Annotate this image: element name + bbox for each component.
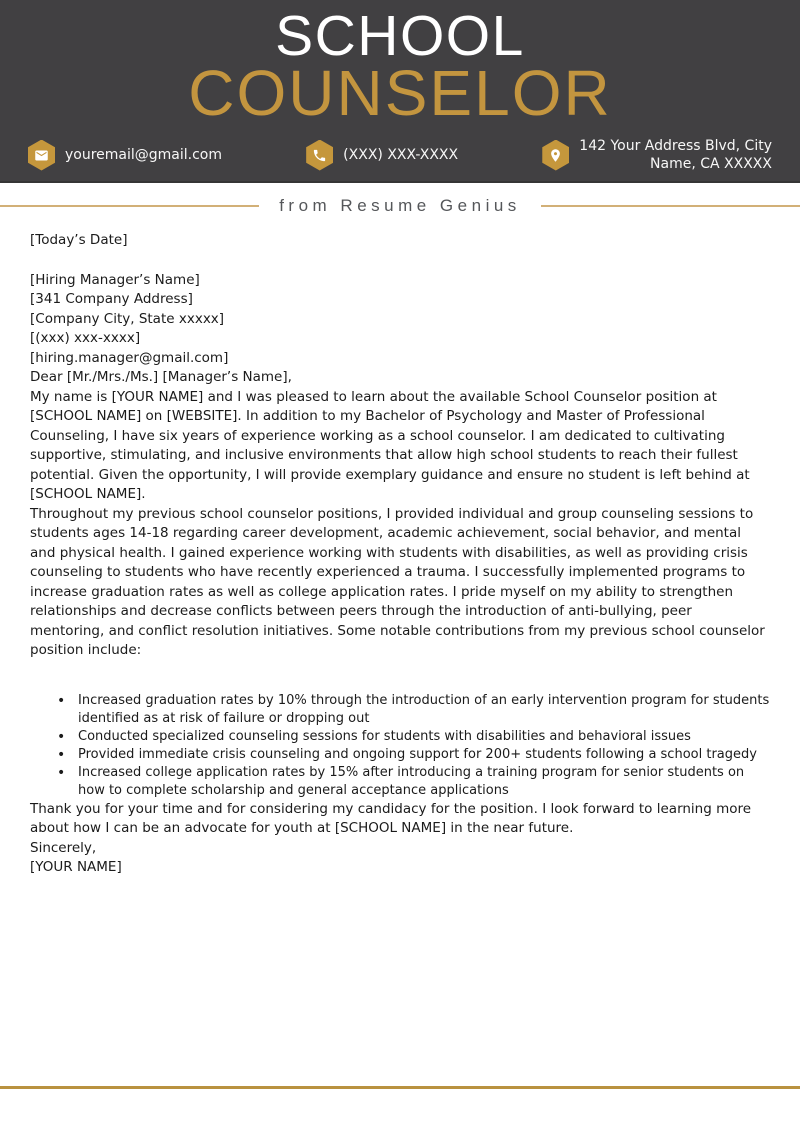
email-icon <box>28 140 55 171</box>
contact-row <box>0 137 800 173</box>
list-item: • Increased graduation rates by 10% through the introduction of an early intervention program for students identified as at risk of failure or dropping out <box>78 692 770 728</box>
list-item: • Provided immediate crisis counseling and ongoing support for 200+ students following a school tragedy <box>78 746 770 764</box>
letter-body <box>0 216 800 878</box>
divider-line-right <box>541 205 800 207</box>
salutation: Dear [Mr./Mrs./Ms.] [Manager’s Name], <box>30 369 292 385</box>
list-item: • Increased college application rates by 15% after introducing a training program for senior students on how to complete scholarship and general acceptance applications <box>78 764 770 800</box>
contact-phone <box>306 140 458 171</box>
contact-address-line1: 142 Your Address Blvd, City <box>579 138 772 154</box>
location-icon <box>542 140 569 171</box>
brand-divider <box>0 196 800 216</box>
divider-line-left <box>0 205 259 207</box>
date-line: [Today’s Date] <box>30 232 128 248</box>
contact-address-text <box>579 137 772 173</box>
recipient-block <box>30 271 770 369</box>
contact-phone-text: (XXX) XXX-XXXX <box>343 147 459 163</box>
achievement-list <box>30 692 770 800</box>
recipient-city-line: [Company City, State xxxxx] <box>30 310 225 327</box>
recipient-email-line: [hiring.manager@gmail.com] <box>30 349 229 366</box>
contact-address-line2: Name, CA XXXXX <box>650 156 772 172</box>
closing-paragraph: Thank you for your time and for considering my candidacy for the position. I look forward to learning more about how I can be an advocate for youth at [SCHOOL NAME] in the near future. <box>30 800 752 836</box>
phone-icon <box>306 140 333 171</box>
list-item: • Conducted specialized counseling sessions for students with disabilities and behavioral issues <box>78 728 770 746</box>
paragraph-intro: My name is [YOUR NAME] and I was pleased to learn about the available School Counselor position at [SCHOOL NAME] on [WEBSITE]. In addition to my Bachelor of Psychology and Master of Professional Counseling, I have six years of experience working as a school counselor. I am dedicated to cultivating supportive, stimulating, and inclusive environments that allow high school students to reach their fullest potential. Given the opportunity, I will provide exemplary guidance and ensure no student is left behind at [SCHOOL NAME]. <box>30 388 750 502</box>
recipient-phone-line: [(xxx) xxx-xxxx] <box>30 330 141 346</box>
letter-header <box>0 0 800 183</box>
paragraph-experience: Throughout my previous school counselor positions, I provided individual and group counseling sessions to students ages 14-18 regarding career development, academic achievement, social behavior, and mental and physical health. I gained experience working with students with disabilities, as well as providing crisis counseling to students who have recently experienced a trauma. I successfully implemented programs to increase graduation rates as well as college application rates. I pride myself on my ability to strengthen relationships and decrease conflicts between peers through the introduction of anti-bullying, peer mentoring, and conflict resolution initiatives. Some notable contributions from my previous school counselor position include: <box>30 505 765 658</box>
signoff: Sincerely, <box>30 839 97 856</box>
brand-divider-label: from Resume Genius <box>279 196 521 215</box>
header-title-counselor: COUNSELOR <box>188 57 612 129</box>
recipient-name-line: [Hiring Manager’s Name] <box>30 271 200 288</box>
contact-email <box>28 140 222 171</box>
signature-name: [YOUR NAME] <box>30 859 122 875</box>
footer-accent-line <box>0 1086 800 1089</box>
contact-address <box>542 137 772 173</box>
contact-email-text: youremail@gmail.com <box>65 147 223 163</box>
header-title-school: SCHOOL <box>275 4 525 68</box>
recipient-address-line: [341 Company Address] <box>30 291 193 307</box>
